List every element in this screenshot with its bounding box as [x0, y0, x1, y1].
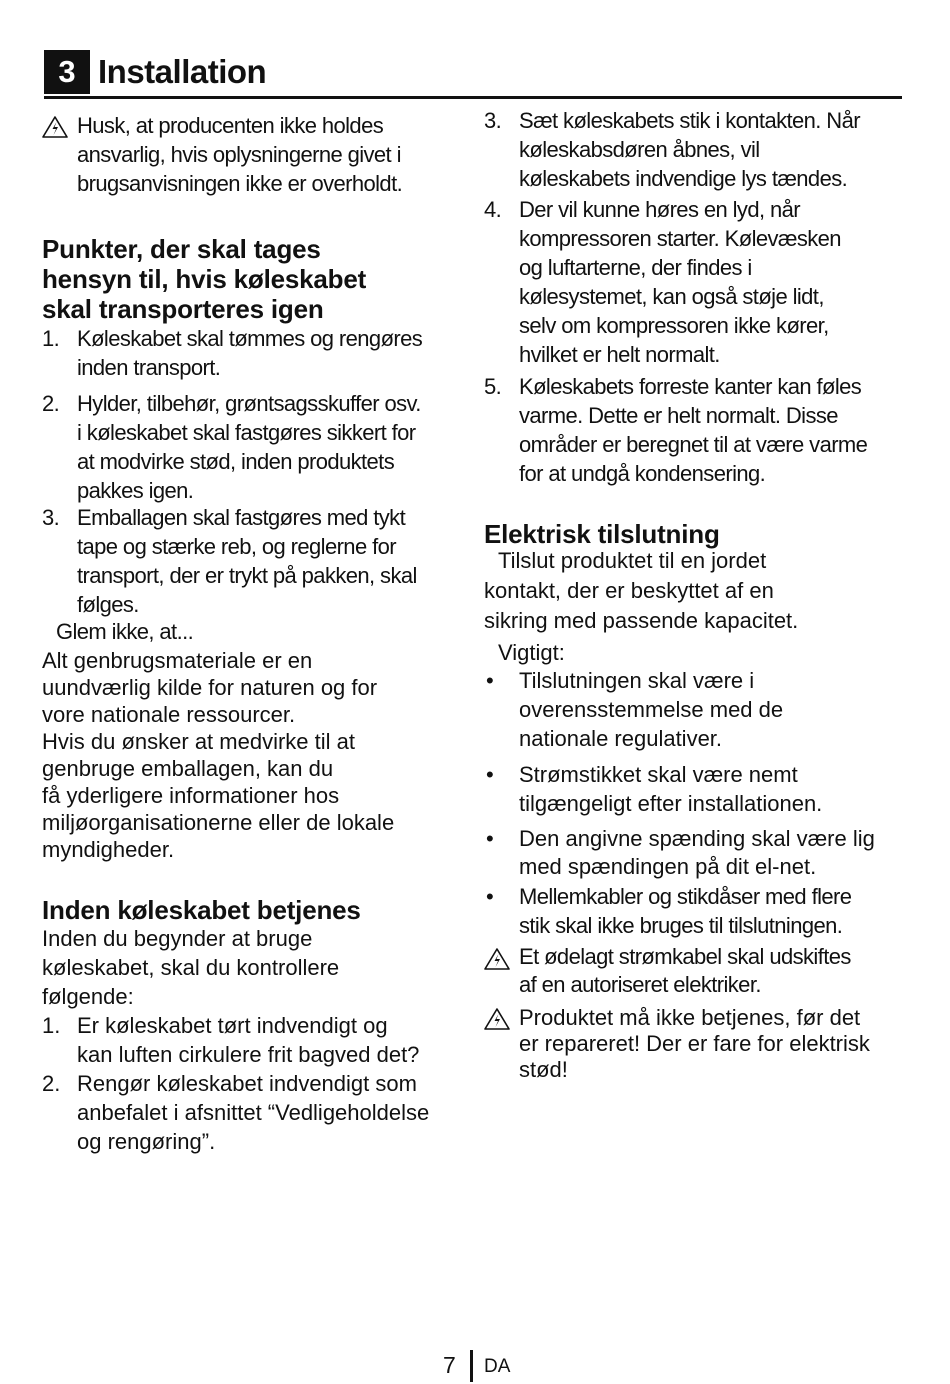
electrical-heading: Elektrisk tilslutning [484, 519, 720, 549]
intro-line: køleskabet, skal du kontrollere [42, 955, 340, 980]
list-number: 1. [42, 326, 60, 351]
list-item-line: varme. Dette er helt normalt. Disse [519, 403, 838, 428]
list-item-line: anbefalet i afsnittet “Vedligeholdelse [77, 1100, 430, 1125]
warning-repair [484, 1005, 909, 1083]
list-number: 1. [42, 1013, 61, 1038]
install-item-5 [484, 372, 909, 488]
before-use-item-1 [42, 1011, 452, 1069]
install-item-4 [484, 195, 909, 369]
list-item-line: følges. [77, 592, 139, 617]
bullet: • [486, 668, 494, 693]
list-item-line: køleskabets indvendige lys tændes. [519, 166, 848, 191]
list-item-line: og luftarterne, der findes i [519, 255, 752, 280]
section-title: Installation [98, 53, 267, 90]
remember-line: miljøorganisationerne eller de lokale [42, 810, 395, 835]
bullet-line: Mellemkabler og stikdåser med flere [519, 884, 852, 909]
list-item-line: Hylder, tilbehør, grøntsagsskuffer osv. [77, 391, 421, 416]
left-column [42, 108, 452, 1156]
intro-line: Tilslut produktet til en jordet [498, 548, 767, 573]
footer-divider [470, 1350, 473, 1382]
warning-intro-line: ansvarlig, hvis oplysningerne givet i [77, 142, 401, 167]
before-use-heading: Inden køleskabet betjenes [42, 895, 361, 925]
list-number: 2. [42, 391, 60, 416]
language-code: DA [484, 1356, 511, 1377]
list-number: 5. [484, 374, 502, 399]
list-item-line: i køleskabet skal fastgøres sikkert for [77, 420, 416, 445]
list-item-line: transport, der er trykt på pakken, skal [77, 563, 417, 588]
remember-line: få yderligere informationer hos [42, 783, 340, 808]
list-item-line: køleskabsdøren åbnes, vil [519, 137, 760, 162]
bullet: • [486, 762, 494, 787]
heading-line: skal transporteres igen [42, 294, 324, 324]
electrical-bullet-2 [484, 760, 909, 818]
warning-line: er repareret! Der er fare for elektrisk [519, 1031, 870, 1056]
bullet: • [486, 826, 494, 851]
bullet-line: nationale regulativer. [519, 726, 723, 751]
list-number: 2. [42, 1071, 61, 1096]
list-item-line: Der vil kunne høres en lyd, når [519, 197, 800, 222]
bullet-line: Strømstikket skal være nemt [519, 762, 798, 787]
warning-line: af en autoriseret elektriker. [519, 972, 761, 997]
heading-line: Punkter, der skal tages [42, 234, 321, 264]
list-item-line: selv om kompressoren ikke kører, [519, 313, 829, 338]
transport-heading [42, 234, 452, 324]
bullet: • [486, 884, 494, 909]
bullet-line: Tilslutningen skal være i [519, 668, 755, 693]
install-item-3 [484, 106, 909, 193]
page-footer [0, 1350, 950, 1384]
before-use-intro [42, 924, 452, 1011]
bullet-line: stik skal ikke bruges til tilslutningen. [519, 913, 843, 938]
section-number: 3 [44, 50, 90, 94]
list-item-line: Emballagen skal fastgøres med tykt [77, 505, 406, 530]
page-number: 7 [443, 1352, 456, 1378]
transport-item-1 [42, 324, 452, 382]
before-use-item-2 [42, 1069, 452, 1156]
list-number: 4. [484, 197, 502, 222]
transport-item-2 [42, 389, 452, 505]
warning-intro [42, 111, 452, 198]
remember-text [42, 647, 452, 863]
warning-intro-line: Husk, at producenten ikke holdes [77, 113, 384, 138]
list-item-line: tape og stærke reb, og reglerne for [77, 534, 396, 559]
electrical-bullet-3 [484, 825, 909, 881]
list-item-line: hvilket er helt normalt. [519, 342, 720, 367]
warning-line: stød! [519, 1057, 568, 1082]
list-number: 3. [42, 505, 60, 530]
list-item-line: kølesystemet, kan også støje lidt, [519, 284, 824, 309]
warning-intro-line: brugsanvisningen ikke er overholdt. [77, 171, 403, 196]
list-item-line: områder er beregnet til at være varme [519, 432, 868, 457]
intro-line: følgende: [42, 984, 134, 1009]
electrical-bullet-4 [484, 882, 909, 940]
list-item-line: og rengøring”. [77, 1129, 216, 1154]
warning-triangle-icon [484, 1008, 510, 1030]
remember-line: vore nationale ressourcer. [42, 702, 296, 727]
warning-triangle-icon [484, 948, 510, 970]
list-item-line: Køleskabet skal tømmes og rengøres [77, 326, 423, 351]
list-item-line: Sæt køleskabets stik i kontakten. Når [519, 108, 860, 133]
warning-line: Et ødelagt strømkabel skal udskiftes [519, 944, 851, 969]
remember-line: Alt genbrugsmateriale er en [42, 648, 313, 673]
list-item-line: pakkes igen. [77, 478, 194, 503]
list-item-line: kan luften cirkulere frit bagved det? [77, 1042, 420, 1067]
electrical-bullet-1 [484, 666, 909, 753]
remember-line: uundværlig kilde for naturen og for [42, 675, 378, 700]
warning-cable [484, 943, 909, 999]
warning-line: Produktet må ikke betjenes, før det [519, 1005, 861, 1030]
bullet-line: tilgængeligt efter installationen. [519, 791, 823, 816]
list-item-line: at modvirke stød, inden produktets [77, 449, 395, 474]
list-item-line: Rengør køleskabet indvendigt som [77, 1071, 417, 1096]
remember-line: genbruge emballagen, kan du [42, 756, 334, 781]
intro-line: Inden du begynder at bruge [42, 926, 313, 951]
bullet-line: med spændingen på dit el-net. [519, 854, 817, 879]
list-item-line: Er køleskabet tørt indvendigt og [77, 1013, 388, 1038]
section-header [44, 50, 902, 99]
remember-title: Glem ikke, at... [56, 619, 194, 644]
list-item-line: for at undgå kondensering. [519, 461, 766, 486]
heading-line: hensyn til, hvis køleskabet [42, 264, 367, 294]
remember-line: Hvis du ønsker at medvirke til at [42, 729, 355, 754]
important-label: Vigtigt: [498, 640, 565, 665]
list-item-line: inden transport. [77, 355, 221, 380]
warning-triangle-icon [42, 116, 68, 138]
right-column [484, 106, 909, 1083]
list-item-line: kompressoren starter. Kølevæsken [519, 226, 841, 251]
intro-line: sikring med passende kapacitet. [484, 608, 799, 633]
remember-line: myndigheder. [42, 837, 175, 862]
list-item-line: Køleskabets forreste kanter kan føles [519, 374, 862, 399]
bullet-line: overensstemmelse med de [519, 697, 784, 722]
transport-item-3 [42, 503, 452, 619]
bullet-line: Den angivne spænding skal være lig [519, 826, 875, 851]
electrical-intro [484, 546, 909, 636]
list-number: 3. [484, 108, 502, 133]
intro-line: kontakt, der er beskyttet af en [484, 578, 774, 603]
